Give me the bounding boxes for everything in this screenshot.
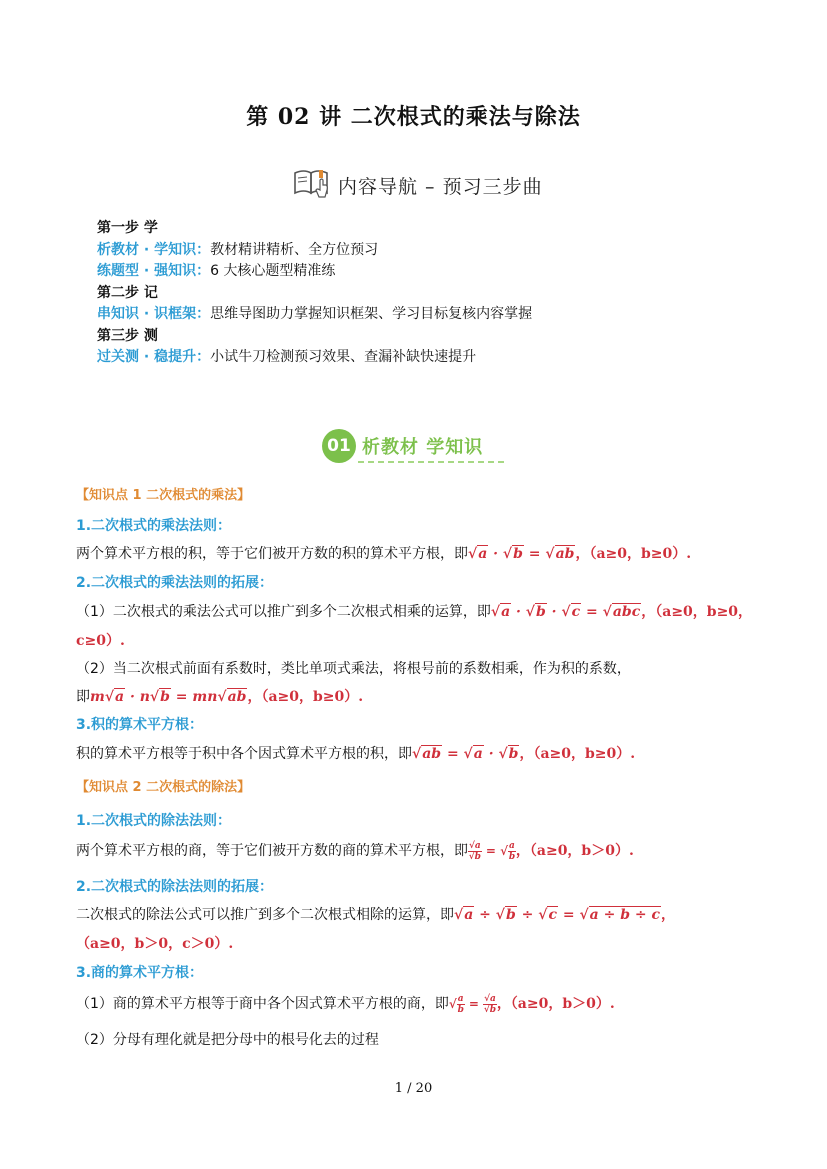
formula: √a ÷ √b ÷ √c = √a ÷ b ÷ c bbox=[454, 907, 661, 923]
rule-heading: 3.商的算术平方根： bbox=[76, 965, 204, 981]
rule-text: （2）分母有理化就是把分母中的根号化去的过程 bbox=[76, 1032, 379, 1048]
rule-text bbox=[76, 904, 675, 924]
formula-condition: ，（a≥0，b≥0）. bbox=[575, 546, 692, 562]
formula-fraction: $\frac{a}{b}$ bbox=[508, 840, 516, 862]
rule-text-content: （1）商的算术平方根等于商中各个因式算术平方根的商，即 bbox=[76, 996, 449, 1012]
rule-text-content: 即 bbox=[76, 689, 90, 705]
formula-condition: （a≥0，b＞0，c＞0）. bbox=[76, 936, 234, 952]
knowledge-point-tag: 【知识点 1 二次根式的乘法】 bbox=[76, 488, 251, 503]
formula: √a · √b = √ab bbox=[468, 546, 575, 562]
formula: √ bbox=[448, 997, 457, 1011]
formula-condition: ，（a≥0，b≥0）. bbox=[247, 689, 364, 705]
step-item-value: 6 大核心题型精准练 bbox=[210, 263, 336, 279]
rule-text-content: 两个算术平方根的商，等于它们被开方数的商的算术平方根，即 bbox=[76, 843, 468, 859]
step-item-key: 练题型 · 强知识： bbox=[97, 263, 211, 279]
section-label: 析教材 学知识 bbox=[362, 437, 484, 458]
rule-text bbox=[76, 686, 363, 706]
step-1-heading: 第一步 学 bbox=[97, 220, 158, 236]
page-title: 第 02 讲 二次根式的乘法与除法 bbox=[246, 104, 581, 130]
step-item-value: 教材精讲精析、全方位预习 bbox=[210, 241, 379, 258]
page-number: 1 / 20 bbox=[394, 1081, 433, 1096]
rule-text bbox=[76, 743, 635, 763]
formula-fraction: $\frac{√a}{√b}$ bbox=[468, 840, 481, 862]
formula: √a · √b · √c = √abc bbox=[490, 604, 641, 620]
rule-text bbox=[76, 840, 634, 862]
rule-heading: 2.二次根式的除法法则的拓展： bbox=[76, 879, 274, 895]
formula-condition: ， bbox=[661, 907, 676, 923]
rule-text-content: （1）二次根式的乘法公式可以推广到多个二次根式相乘的运算，即 bbox=[76, 604, 491, 620]
formula-condition: ，（a≥0，b＞0）. bbox=[515, 843, 634, 859]
nav-title: 内容导航 – 预习三步曲 bbox=[338, 175, 543, 198]
rule-text bbox=[76, 543, 691, 563]
formula: = bbox=[464, 997, 484, 1011]
knowledge-point-tag: 【知识点 2 二次根式的除法】 bbox=[76, 780, 251, 795]
rule-text: （2）当二次根式前面有系数时，类比单项式乘法，将根号前的系数相乘，作为积的系数， bbox=[76, 661, 631, 677]
formula-fraction: $\frac{√a}{√b}$ bbox=[483, 993, 497, 1015]
rule-text-content: 两个算术平方根的积，等于它们被开方数的积的算术平方根，即 bbox=[76, 546, 468, 562]
step-item-value: 小试牛刀检测预习效果、查漏补缺快速提升 bbox=[210, 349, 477, 365]
step-item-key: 串知识 · 识框架： bbox=[97, 306, 211, 322]
step-3-heading: 第三步 测 bbox=[97, 327, 158, 344]
formula-condition: ，（a≥0，b≥0）. bbox=[519, 746, 636, 762]
formula-condition: ，（a≥0，b＞0）. bbox=[496, 996, 615, 1012]
formula: m√a · n√b = mn√ab bbox=[90, 689, 247, 705]
rule-text bbox=[76, 993, 615, 1015]
section-banner bbox=[322, 426, 483, 466]
step-item-value: 思维导图助力掌握知识框架、学习目标复核内容掌握 bbox=[210, 306, 533, 322]
formula-fraction: $\frac{a}{b}$ bbox=[457, 993, 464, 1015]
section-number-badge: 01 bbox=[322, 429, 356, 463]
formula-condition: c≥0）. bbox=[76, 633, 125, 649]
formula: √ab = √a · √b bbox=[412, 746, 519, 762]
content-nav-header bbox=[292, 168, 543, 202]
rule-heading: 1.二次根式的乘法法则： bbox=[76, 518, 232, 534]
formula: = √ bbox=[481, 844, 509, 858]
steps-list bbox=[97, 218, 532, 369]
formula-condition: ，（a≥0，b≥0， bbox=[641, 604, 753, 620]
book-icon bbox=[292, 167, 332, 203]
rule-text-content: 二次根式的除法公式可以推广到多个二次根式相除的运算，即 bbox=[76, 907, 454, 923]
rule-heading: 1.二次根式的除法法则： bbox=[76, 813, 232, 829]
rule-heading: 2.二次根式的乘法法则的拓展： bbox=[76, 575, 274, 591]
rule-heading: 3.积的算术平方根： bbox=[76, 717, 204, 733]
step-item-key: 过关测 · 稳提升： bbox=[97, 349, 211, 365]
step-2-heading: 第二步 记 bbox=[97, 284, 158, 301]
rule-text bbox=[76, 601, 752, 621]
section-divider bbox=[358, 461, 504, 463]
step-item-key: 析教材 · 学知识： bbox=[97, 241, 211, 258]
rule-text-content: 积的算术平方根等于积中各个因式算术平方根的积，即 bbox=[76, 746, 412, 762]
